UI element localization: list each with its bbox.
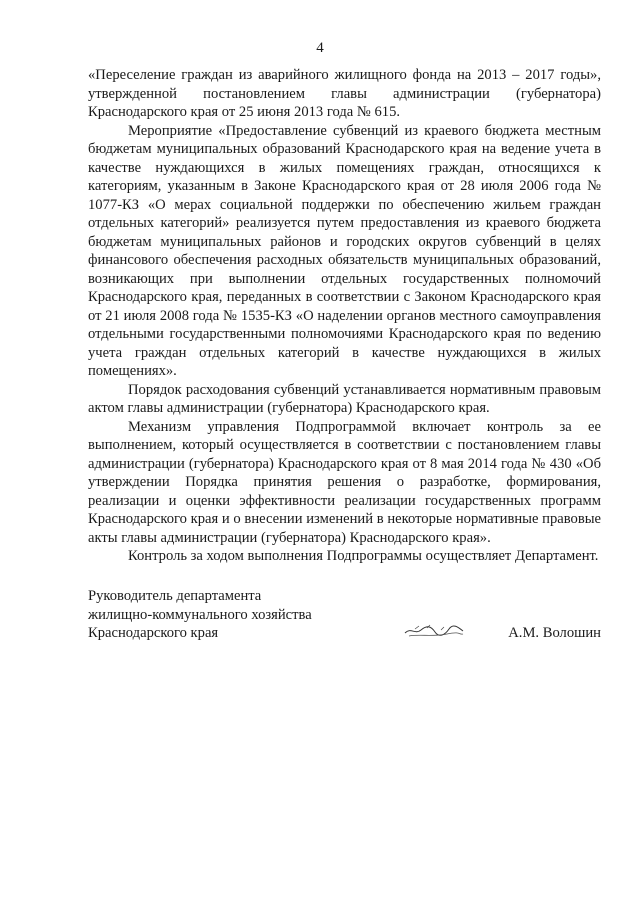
paragraph-program-reference: «Переселение граждан из аварийного жилищного фонда на 2013 – 2017 годы», утвержденной постановлением главы администрации (губернатора) Краснодарского края от 25 июня 2013 года № 615. (88, 67, 601, 120)
paragraph-execution-control: Контроль за ходом выполнения Подпрограммы осуществляет Департамент. (128, 548, 599, 564)
signature-block (88, 587, 601, 643)
paragraph-subventions-measure: Мероприятие «Предоставление субвенций из краевого бюджета местным бюджетам муниципальных образований Краснодарского края на ведение учета в качестве нуждающихся в жилых помещениях граждан, относящихся к категориям, указанным в Законе Краснодарского края от 28 июля 2006 года № 1077-КЗ «О мерах социальной поддержки по обеспечению жильем граждан отдельных категорий» реализуется путем предоставления из краевого бюджета бюджетам муниципальных районов и городских округов субвенций в целях финансового обеспечения расходных обязательств муниципальных образований, возникающих при выполнении отдельных государственных полномочий Краснодарского края, переданных в соответствии с Законом Краснодарского края от 21 июля 2008 года № 1535-КЗ «О наделении органов местного самоуправления отдельными государственными полномочиями Краснодарского края по ведению учета граждан отдельных категорий в качестве нуждающихся в жилых помещениях». (88, 122, 601, 379)
document-body (88, 66, 601, 566)
page-number: 4 (316, 40, 324, 56)
handwritten-signature (403, 623, 465, 639)
signatory-title-line-3: Краснодарского края (88, 625, 219, 641)
paragraph-management-mechanism: Механизм управления Подпрограммой включает контроль за ее выполнением, который осуществляется в соответствии с постановлением главы администрации (губернатора) Краснодарского края от 8 мая 2014 года № 430 «Об утверждении Порядка принятия решения о разработке, формирования, реализации и оценки эффективности реализации государственных программ Краснодарского края и о внесении изменений в некоторые нормативные правовые акты главы администрации (губернатора) Краснодарского края». (88, 418, 601, 546)
paragraph-spending-procedure: Порядок расходования субвенций устанавливается нормативным правовым актом главы администрации (губернатора) Краснодарского края. (88, 381, 601, 416)
signatory-name: А.М. Волошин (508, 625, 601, 641)
signatory-title-line-1: Руководитель департамента (88, 588, 262, 604)
signatory-title-line-2: жилищно-коммунального хозяйства (88, 606, 312, 623)
